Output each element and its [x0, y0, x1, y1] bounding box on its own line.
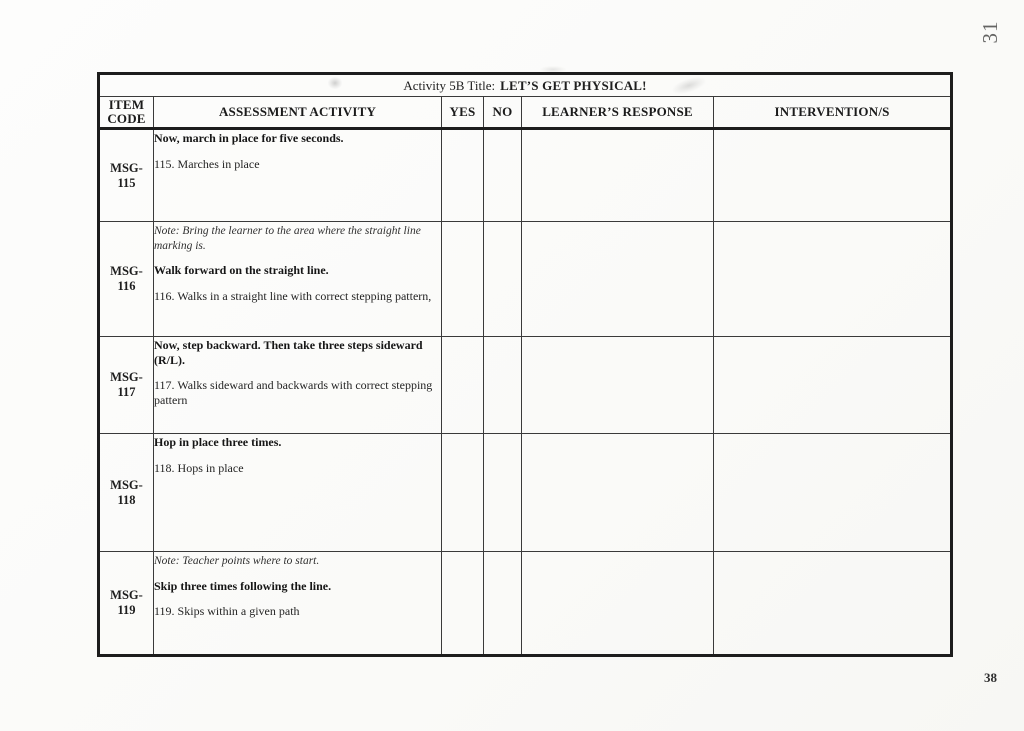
no-cell — [484, 129, 522, 222]
activity-note: Note: Bring the learner to the area where the straight line marking is. — [154, 225, 421, 252]
intervention-cell — [714, 222, 952, 337]
table-row-msg-115 — [99, 129, 952, 222]
assessment-activity-cell — [154, 129, 442, 222]
item-code-line1: MSG- — [110, 264, 143, 278]
intervention-cell — [714, 129, 952, 222]
table-title — [99, 74, 952, 97]
no-cell — [484, 552, 522, 656]
item-code-line2: 119 — [117, 603, 136, 617]
learners-response-cell — [522, 222, 714, 337]
column-header-interventions: INTERVENTION/S — [714, 97, 952, 129]
item-code-line2: 117 — [117, 385, 136, 399]
activity-item: 117. Walks sideward and backwards with correct stepping pattern — [154, 378, 433, 407]
table-row-msg-118 — [99, 434, 952, 552]
item-code-cell — [99, 129, 154, 222]
activity-prompt: Skip three times following the line. — [154, 578, 332, 593]
activity-item: 118. Hops in place — [154, 460, 244, 475]
yes-cell — [442, 552, 484, 656]
item-code-line2: 115 — [117, 175, 136, 190]
yes-cell — [442, 222, 484, 337]
no-cell — [484, 337, 522, 434]
assessment-activity-cell — [154, 337, 442, 434]
intervention-cell — [714, 337, 952, 434]
yes-cell — [442, 434, 484, 552]
table-row-msg-117 — [99, 337, 952, 434]
item-code-line1: MSG- — [110, 588, 143, 602]
item-code-cell — [99, 337, 154, 434]
column-header-item-code: ITEM CODE — [99, 97, 154, 129]
column-header-learners-response: LEARNER’S RESPONSE — [522, 97, 714, 129]
item-code-line2: 116 — [117, 279, 136, 293]
column-header-yes: YES — [442, 97, 484, 129]
no-cell — [484, 434, 522, 552]
activity-prompt: Now, step backward. Then take three steps sideward (R/L). — [154, 338, 423, 367]
assessment-activity-cell — [154, 552, 442, 656]
column-header-no: NO — [484, 97, 522, 129]
item-code-cell — [99, 552, 154, 656]
item-code-cell — [99, 222, 154, 337]
table-row-msg-116 — [99, 222, 952, 337]
column-header-assessment-activity: ASSESSMENT ACTIVITY — [154, 97, 442, 129]
table-title-prefix: Activity 5B Title: — [403, 77, 496, 93]
learners-response-cell — [522, 434, 714, 552]
table-title-activity-name: LET’S GET PHYSICAL! — [500, 77, 647, 93]
activity-prompt: Hop in place three times. — [154, 435, 282, 449]
item-code-line1: MSG- — [110, 370, 143, 384]
table-header-row — [99, 97, 952, 129]
learners-response-cell — [522, 552, 714, 656]
assessment-activity-cell — [154, 222, 442, 337]
activity-item: 115. Marches in place — [154, 156, 260, 171]
assessment-activity-table — [97, 72, 953, 657]
table-title-row — [99, 74, 952, 97]
yes-cell — [442, 129, 484, 222]
assessment-activity-cell — [154, 434, 442, 552]
intervention-cell — [714, 552, 952, 656]
activity-item: 119. Skips within a given path — [154, 604, 300, 618]
activity-note: Note: Teacher points where to start. — [154, 555, 320, 567]
item-code-cell — [99, 434, 154, 552]
intervention-cell — [714, 434, 952, 552]
activity-item: 116. Walks in a straight line with correct stepping pattern, — [154, 288, 432, 303]
rotated-page-marker: 31 — [978, 20, 1002, 44]
learners-response-cell — [522, 129, 714, 222]
activity-prompt: Now, march in place for five seconds. — [154, 131, 344, 145]
item-code-line1: MSG- — [110, 477, 143, 492]
no-cell — [484, 222, 522, 337]
item-code-line1: MSG- — [110, 160, 143, 175]
table-row-msg-119 — [99, 552, 952, 656]
item-code-line2: 118 — [117, 492, 136, 507]
learners-response-cell — [522, 337, 714, 434]
page-number: 38 — [984, 670, 997, 685]
activity-prompt: Walk forward on the straight line. — [154, 263, 329, 277]
yes-cell — [442, 337, 484, 434]
